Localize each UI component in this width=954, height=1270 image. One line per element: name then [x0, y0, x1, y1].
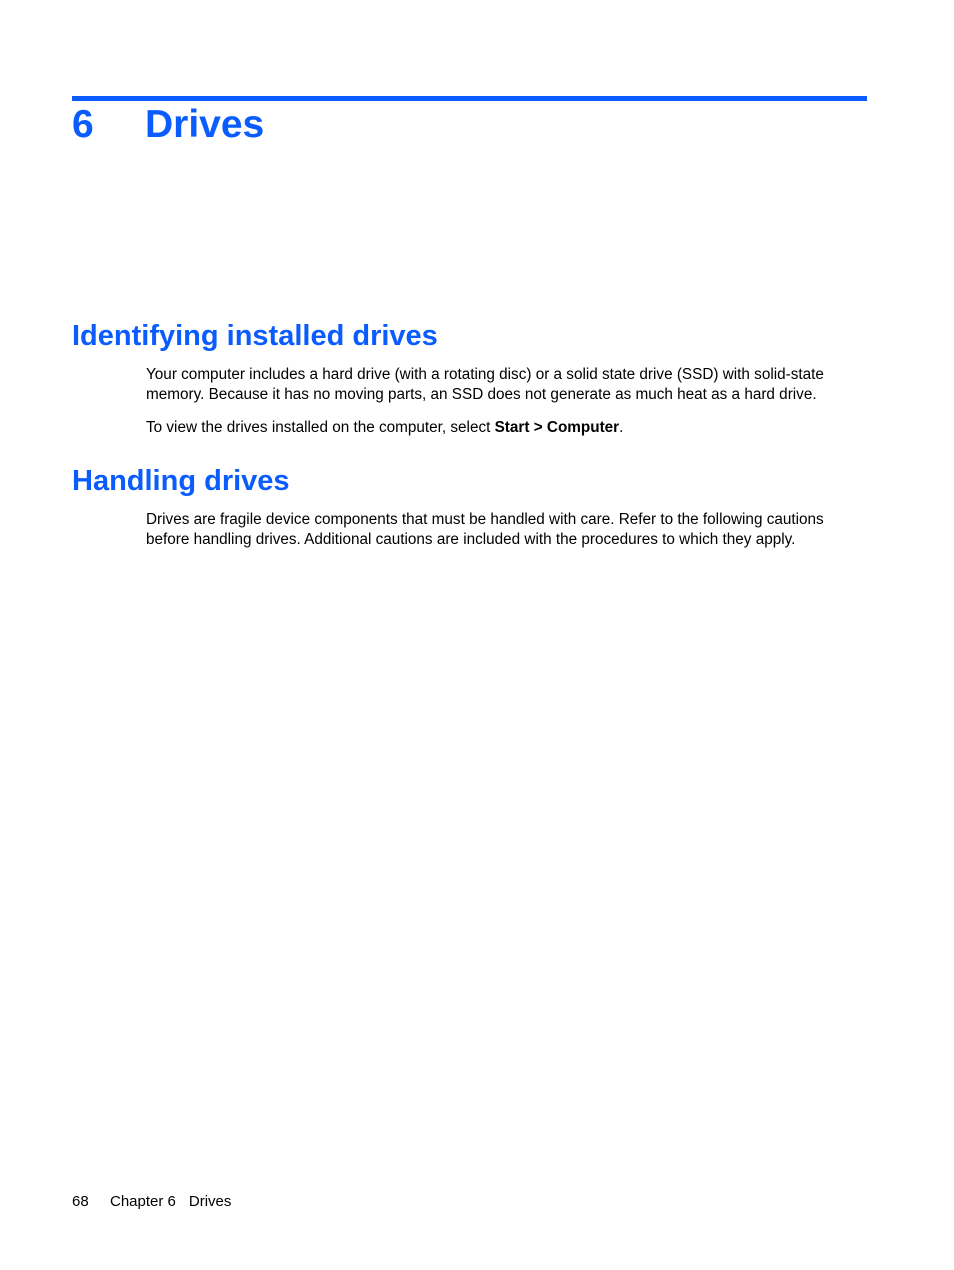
chapter-number: 6 — [72, 103, 94, 146]
paragraph-view-drives-prefix: To view the drives installed on the computer, select — [146, 419, 495, 436]
paragraph-view-drives — [146, 418, 871, 438]
paragraph-handling-drives: Drives are fragile device components that must be handled with care. Refer to the following cautions before handling drives. Additional cautions are included with the procedures to which they apply. — [146, 511, 824, 548]
page-footer — [72, 1192, 231, 1212]
footer-chapter-label: Chapter 6 — [110, 1193, 176, 1210]
section-heading-identifying-installed-drives: Identifying installed drives — [72, 320, 438, 352]
chapter-title: Drives — [145, 103, 265, 146]
menu-path-start-computer: Start > Computer — [494, 419, 620, 436]
footer-page-number: 68 — [72, 1193, 89, 1210]
footer-chapter-title: Drives — [188, 1193, 232, 1210]
paragraph-drive-types: Your computer includes a hard drive (with a rotating disc) or a solid state drive (SSD) with solid-state memory. Because it has no moving parts, an SSD does not generate as much heat as a hard drive. — [146, 366, 824, 403]
section-heading-handling-drives: Handling drives — [72, 465, 290, 497]
chapter-heading — [72, 101, 264, 149]
paragraph-view-drives-suffix: . — [619, 419, 624, 436]
